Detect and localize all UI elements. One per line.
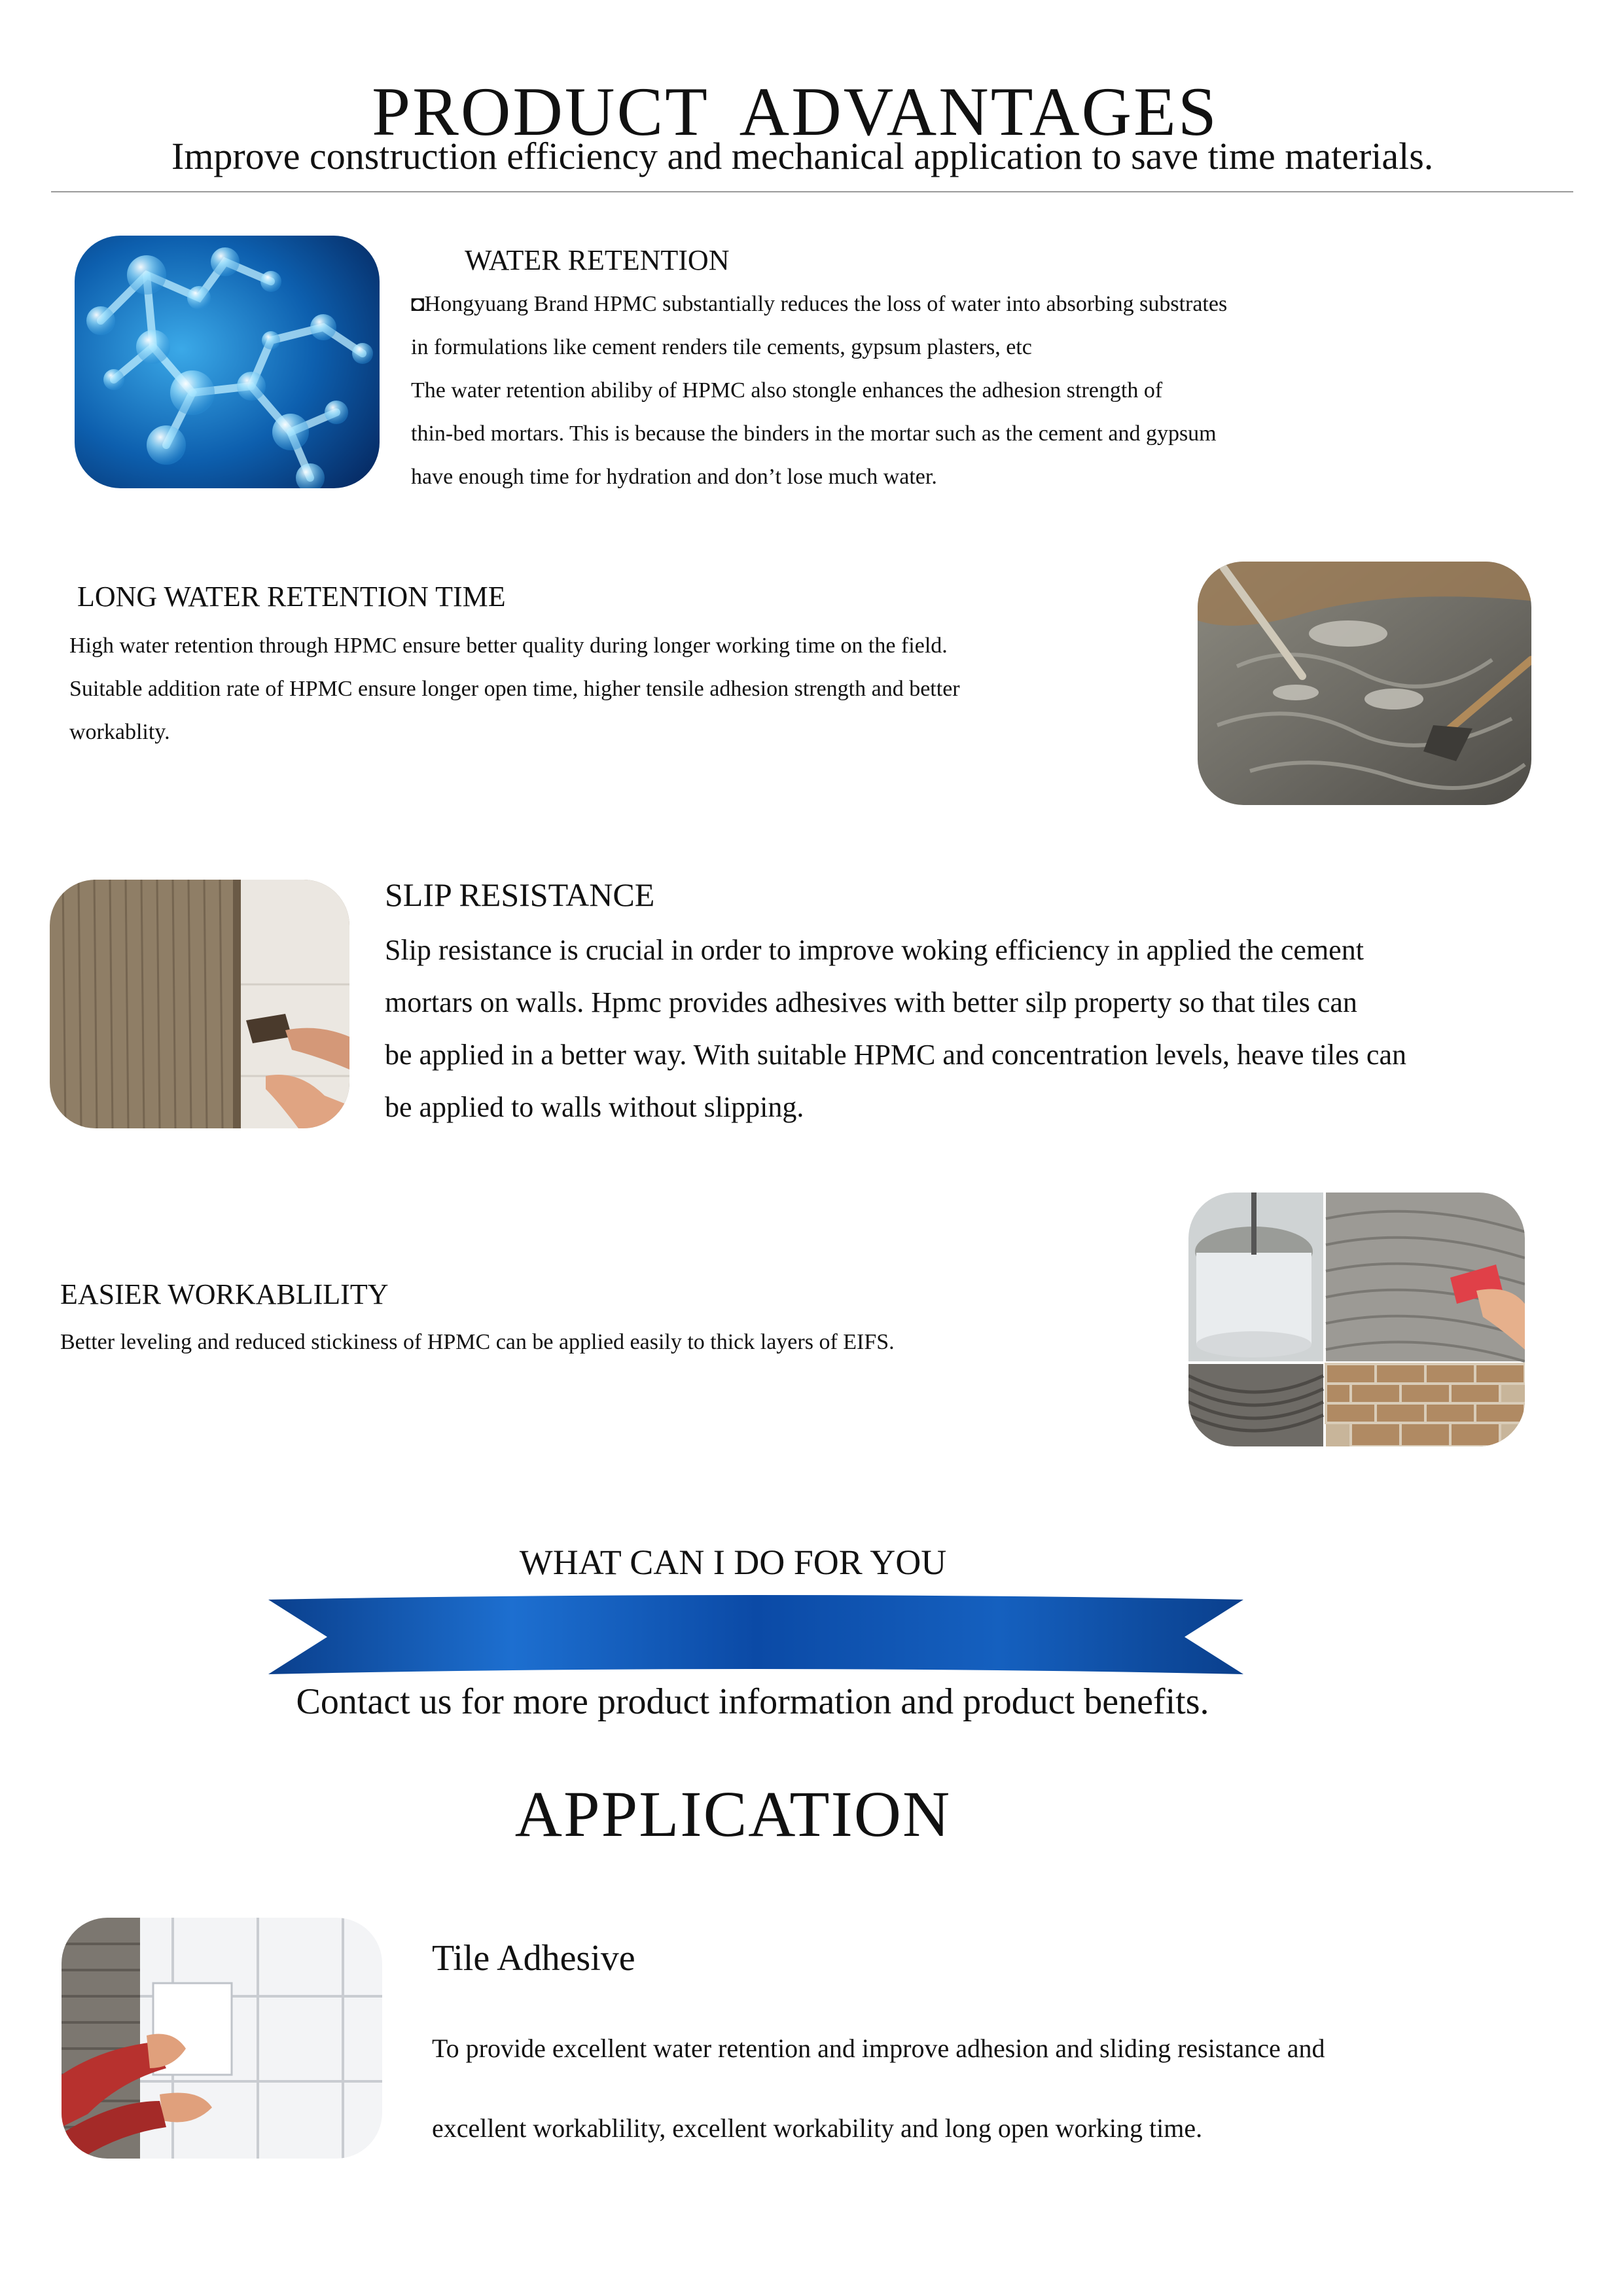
water-retention-line: thin-bed mortars. This is because the binders in the mortar such as the cement and gypsum	[411, 422, 1217, 446]
application-title: APPLICATION	[514, 1778, 952, 1850]
header-divider	[51, 191, 1573, 192]
slip-resistance-line: mortars on walls. Hpmc provides adhesives with better silp property so that tiles can	[385, 986, 1357, 1018]
contact-text: Contact us for more product information and product benefits.	[296, 1681, 1209, 1722]
page-subtitle: Improve construction efficiency and mechanical application to save time materials.	[171, 135, 1434, 177]
contact-heading: WHAT CAN I DO FOR YOU	[519, 1543, 947, 1582]
tile-wall-image	[50, 880, 349, 1128]
slip-resistance-line: Slip resistance is crucial in order to improve woking efficiency in applied the cement	[385, 934, 1364, 966]
slip-resistance-line: be applied in a better way. With suitable HPMC and concentration levels, heave tiles can	[385, 1039, 1406, 1071]
application-item-title: Tile Adhesive	[432, 1938, 635, 1979]
water-retention-heading: WATER RETENTION	[465, 244, 730, 276]
water-retention-line: in formulations like cement renders tile cements, gypsum plasters, etc	[411, 335, 1032, 359]
slip-resistance-heading: SLIP RESISTANCE	[385, 876, 655, 913]
water-retention-line: have enough time for hydration and don’t lose much water.	[411, 465, 937, 489]
easier-workability-heading: EASIER WORKABLILITY	[60, 1278, 389, 1310]
application-line: To provide excellent water retention and improve adhesion and sliding resistance and	[432, 2034, 1325, 2063]
slip-resistance-text	[385, 924, 1406, 1134]
application-line: excellent workablility, excellent workability and long open working time.	[432, 2113, 1203, 2143]
blue-ribbon-banner	[268, 1594, 1243, 1679]
water-retention-line: ◘Hongyuang Brand HPMC substantially reduces the loss of water into absorbing substrates	[411, 292, 1228, 316]
long-retention-line: Suitable addition rate of HPMC ensure longer open time, higher tensile adhesion strength and better	[69, 677, 960, 701]
tile-installation-image	[62, 1918, 382, 2159]
long-retention-line: workablity.	[69, 720, 170, 744]
page-title: PRODUCT ADVANTAGES	[372, 73, 1219, 150]
long-retention-line: High water retention through HPMC ensure better quality during longer working time on the field.	[69, 634, 948, 658]
water-retention-text	[411, 283, 1227, 499]
long-retention-text	[69, 624, 960, 754]
workability-collage-image	[1188, 1193, 1525, 1446]
easier-workability-line: Better leveling and reduced stickiness of HPMC can be applied easily to thick layers of EIFS.	[60, 1330, 895, 1354]
long-retention-heading: LONG WATER RETENTION TIME	[77, 581, 506, 613]
easier-workability-text	[60, 1321, 895, 1364]
molecule-image	[75, 236, 380, 488]
slip-resistance-line: be applied to walls without slipping.	[385, 1091, 804, 1123]
mortar-mixing-image	[1198, 562, 1531, 805]
water-retention-line: The water retention abiliby of HPMC also stongle enhances the adhesion strength of	[411, 378, 1163, 403]
